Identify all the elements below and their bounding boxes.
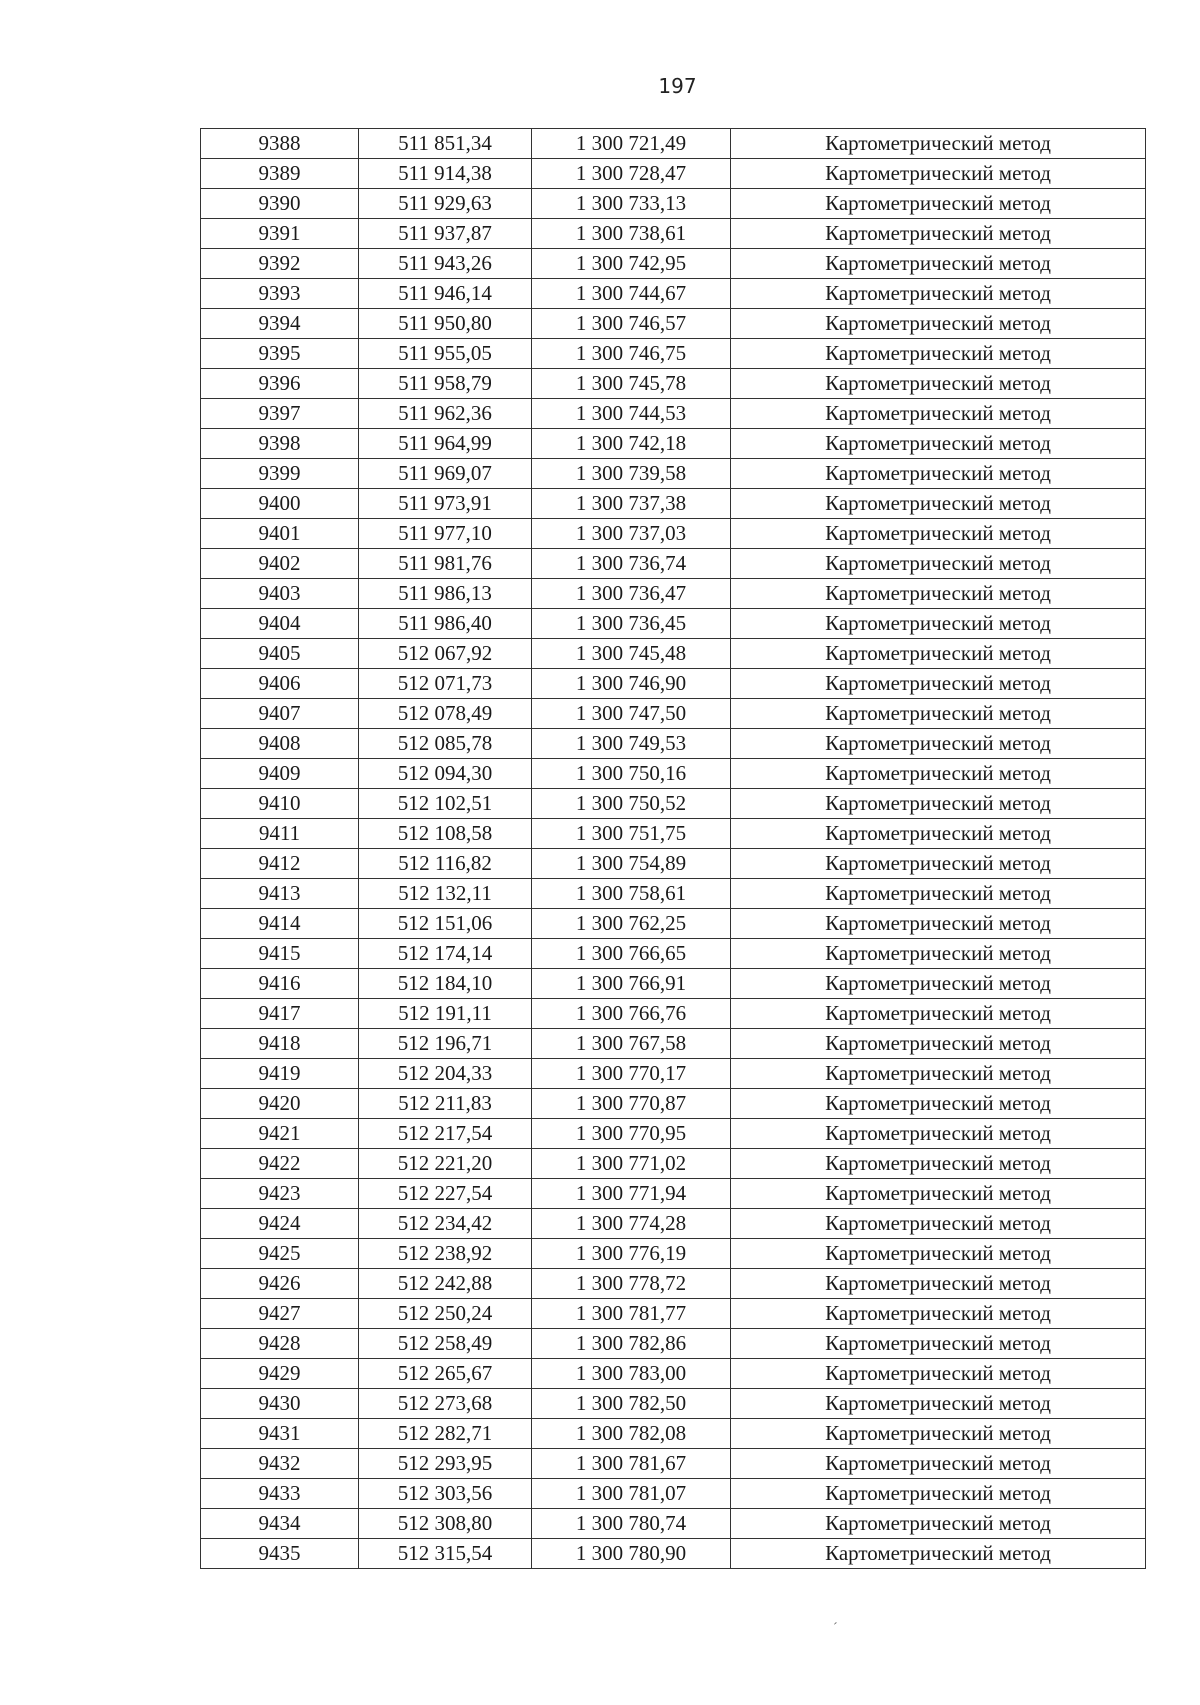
- point-number-cell: 9410: [201, 789, 359, 819]
- point-number-cell: 9404: [201, 609, 359, 639]
- method-cell: Картометрический метод: [731, 759, 1146, 789]
- x-coordinate-cell: 512 132,11: [359, 879, 532, 909]
- point-number-cell: 9392: [201, 249, 359, 279]
- method-cell: Картометрический метод: [731, 669, 1146, 699]
- table-row: [201, 129, 1146, 159]
- x-coordinate-cell: 512 273,68: [359, 1389, 532, 1419]
- point-number-cell: 9433: [201, 1479, 359, 1509]
- method-cell: Картометрический метод: [731, 579, 1146, 609]
- page-number: 197: [658, 74, 697, 98]
- point-number-cell: 9390: [201, 189, 359, 219]
- table-row: [201, 849, 1146, 879]
- y-coordinate-cell: 1 300 783,00: [532, 1359, 731, 1389]
- method-cell: Картометрический метод: [731, 939, 1146, 969]
- point-number-cell: 9416: [201, 969, 359, 999]
- point-number-cell: 9420: [201, 1089, 359, 1119]
- table-row: [201, 549, 1146, 579]
- x-coordinate-cell: 512 191,11: [359, 999, 532, 1029]
- y-coordinate-cell: 1 300 770,17: [532, 1059, 731, 1089]
- x-coordinate-cell: 512 151,06: [359, 909, 532, 939]
- y-coordinate-cell: 1 300 746,75: [532, 339, 731, 369]
- y-coordinate-cell: 1 300 733,13: [532, 189, 731, 219]
- y-coordinate-cell: 1 300 742,95: [532, 249, 731, 279]
- table-row: [201, 1149, 1146, 1179]
- point-number-cell: 9396: [201, 369, 359, 399]
- point-number-cell: 9431: [201, 1419, 359, 1449]
- y-coordinate-cell: 1 300 758,61: [532, 879, 731, 909]
- point-number-cell: 9429: [201, 1359, 359, 1389]
- point-number-cell: 9418: [201, 1029, 359, 1059]
- y-coordinate-cell: 1 300 776,19: [532, 1239, 731, 1269]
- x-coordinate-cell: 511 929,63: [359, 189, 532, 219]
- table-row: [201, 339, 1146, 369]
- y-coordinate-cell: 1 300 737,38: [532, 489, 731, 519]
- method-cell: Картометрический метод: [731, 369, 1146, 399]
- x-coordinate-cell: 512 094,30: [359, 759, 532, 789]
- point-number-cell: 9430: [201, 1389, 359, 1419]
- point-number-cell: 9415: [201, 939, 359, 969]
- x-coordinate-cell: 511 943,26: [359, 249, 532, 279]
- x-coordinate-cell: 512 282,71: [359, 1419, 532, 1449]
- table-row: [201, 1359, 1146, 1389]
- y-coordinate-cell: 1 300 744,53: [532, 399, 731, 429]
- method-cell: Картометрический метод: [731, 1119, 1146, 1149]
- point-number-cell: 9428: [201, 1329, 359, 1359]
- method-cell: Картометрический метод: [731, 1299, 1146, 1329]
- table-row: [201, 1119, 1146, 1149]
- table-row: [201, 909, 1146, 939]
- table-row: [201, 1539, 1146, 1569]
- x-coordinate-cell: 511 981,76: [359, 549, 532, 579]
- y-coordinate-cell: 1 300 749,53: [532, 729, 731, 759]
- y-coordinate-cell: 1 300 736,47: [532, 579, 731, 609]
- y-coordinate-cell: 1 300 762,25: [532, 909, 731, 939]
- table-row: [201, 669, 1146, 699]
- point-number-cell: 9419: [201, 1059, 359, 1089]
- method-cell: Картометрический метод: [731, 609, 1146, 639]
- y-coordinate-cell: 1 300 770,95: [532, 1119, 731, 1149]
- method-cell: Картометрический метод: [731, 819, 1146, 849]
- table-row: [201, 159, 1146, 189]
- method-cell: Картометрический метод: [731, 1029, 1146, 1059]
- point-number-cell: 9411: [201, 819, 359, 849]
- method-cell: Картометрический метод: [731, 279, 1146, 309]
- x-coordinate-cell: 511 986,13: [359, 579, 532, 609]
- x-coordinate-cell: 512 184,10: [359, 969, 532, 999]
- method-cell: Картометрический метод: [731, 1179, 1146, 1209]
- method-cell: Картометрический метод: [731, 189, 1146, 219]
- x-coordinate-cell: 512 303,56: [359, 1479, 532, 1509]
- y-coordinate-cell: 1 300 774,28: [532, 1209, 731, 1239]
- table-row: [201, 429, 1146, 459]
- y-coordinate-cell: 1 300 766,76: [532, 999, 731, 1029]
- x-coordinate-cell: 512 258,49: [359, 1329, 532, 1359]
- method-cell: Картометрический метод: [731, 159, 1146, 189]
- method-cell: Картометрический метод: [731, 969, 1146, 999]
- point-number-cell: 9397: [201, 399, 359, 429]
- x-coordinate-cell: 512 227,54: [359, 1179, 532, 1209]
- method-cell: Картометрический метод: [731, 1329, 1146, 1359]
- table-row: [201, 489, 1146, 519]
- point-number-cell: 9435: [201, 1539, 359, 1569]
- table-row: [201, 369, 1146, 399]
- x-coordinate-cell: 511 986,40: [359, 609, 532, 639]
- method-cell: Картометрический метод: [731, 429, 1146, 459]
- table-row: [201, 1419, 1146, 1449]
- coordinates-table: [200, 128, 1146, 1569]
- point-number-cell: 9432: [201, 1449, 359, 1479]
- method-cell: Картометрический метод: [731, 1359, 1146, 1389]
- table-row: [201, 789, 1146, 819]
- method-cell: Картометрический метод: [731, 1539, 1146, 1569]
- y-coordinate-cell: 1 300 746,90: [532, 669, 731, 699]
- method-cell: Картометрический метод: [731, 1089, 1146, 1119]
- table-row: [201, 1239, 1146, 1269]
- y-coordinate-cell: 1 300 781,77: [532, 1299, 731, 1329]
- method-cell: Картометрический метод: [731, 789, 1146, 819]
- x-coordinate-cell: 512 221,20: [359, 1149, 532, 1179]
- x-coordinate-cell: 511 977,10: [359, 519, 532, 549]
- point-number-cell: 9401: [201, 519, 359, 549]
- point-number-cell: 9393: [201, 279, 359, 309]
- x-coordinate-cell: 511 962,36: [359, 399, 532, 429]
- point-number-cell: 9423: [201, 1179, 359, 1209]
- table-row: [201, 1449, 1146, 1479]
- table-row: [201, 639, 1146, 669]
- table-row: [201, 399, 1146, 429]
- y-coordinate-cell: 1 300 745,78: [532, 369, 731, 399]
- x-coordinate-cell: 511 914,38: [359, 159, 532, 189]
- method-cell: Картометрический метод: [731, 1239, 1146, 1269]
- table-row: [201, 939, 1146, 969]
- table-row: [201, 1179, 1146, 1209]
- method-cell: Картометрический метод: [731, 1509, 1146, 1539]
- table-row: [201, 1089, 1146, 1119]
- x-coordinate-cell: 511 964,99: [359, 429, 532, 459]
- point-number-cell: 9409: [201, 759, 359, 789]
- y-coordinate-cell: 1 300 750,52: [532, 789, 731, 819]
- table-row: [201, 1479, 1146, 1509]
- y-coordinate-cell: 1 300 736,45: [532, 609, 731, 639]
- table-row: [201, 459, 1146, 489]
- y-coordinate-cell: 1 300 780,90: [532, 1539, 731, 1569]
- point-number-cell: 9414: [201, 909, 359, 939]
- point-number-cell: 9398: [201, 429, 359, 459]
- x-coordinate-cell: 511 946,14: [359, 279, 532, 309]
- point-number-cell: 9407: [201, 699, 359, 729]
- x-coordinate-cell: 512 265,67: [359, 1359, 532, 1389]
- method-cell: Картометрический метод: [731, 699, 1146, 729]
- x-coordinate-cell: 511 958,79: [359, 369, 532, 399]
- method-cell: Картометрический метод: [731, 549, 1146, 579]
- method-cell: Картометрический метод: [731, 729, 1146, 759]
- point-number-cell: 9427: [201, 1299, 359, 1329]
- table-row: [201, 819, 1146, 849]
- x-coordinate-cell: 512 174,14: [359, 939, 532, 969]
- table-row: [201, 999, 1146, 1029]
- x-coordinate-cell: 512 211,83: [359, 1089, 532, 1119]
- x-coordinate-cell: 512 071,73: [359, 669, 532, 699]
- method-cell: Картометрический метод: [731, 1209, 1146, 1239]
- y-coordinate-cell: 1 300 782,08: [532, 1419, 731, 1449]
- table-row: [201, 969, 1146, 999]
- y-coordinate-cell: 1 300 728,47: [532, 159, 731, 189]
- y-coordinate-cell: 1 300 766,91: [532, 969, 731, 999]
- point-number-cell: 9417: [201, 999, 359, 1029]
- point-number-cell: 9400: [201, 489, 359, 519]
- table-row: [201, 189, 1146, 219]
- x-coordinate-cell: 512 116,82: [359, 849, 532, 879]
- table-row: [201, 759, 1146, 789]
- y-coordinate-cell: 1 300 745,48: [532, 639, 731, 669]
- x-coordinate-cell: 512 067,92: [359, 639, 532, 669]
- y-coordinate-cell: 1 300 751,75: [532, 819, 731, 849]
- point-number-cell: 9412: [201, 849, 359, 879]
- y-coordinate-cell: 1 300 754,89: [532, 849, 731, 879]
- point-number-cell: 9388: [201, 129, 359, 159]
- method-cell: Картометрический метод: [731, 249, 1146, 279]
- method-cell: Картометрический метод: [731, 339, 1146, 369]
- y-coordinate-cell: 1 300 738,61: [532, 219, 731, 249]
- point-number-cell: 9425: [201, 1239, 359, 1269]
- method-cell: Картометрический метод: [731, 1059, 1146, 1089]
- table-row: [201, 519, 1146, 549]
- table-row: [201, 1389, 1146, 1419]
- point-number-cell: 9389: [201, 159, 359, 189]
- scan-mark: ˊ: [833, 1621, 838, 1636]
- x-coordinate-cell: 512 293,95: [359, 1449, 532, 1479]
- x-coordinate-cell: 511 851,34: [359, 129, 532, 159]
- method-cell: Картометрический метод: [731, 849, 1146, 879]
- method-cell: Картометрический метод: [731, 1269, 1146, 1299]
- point-number-cell: 9405: [201, 639, 359, 669]
- x-coordinate-cell: 512 315,54: [359, 1539, 532, 1569]
- method-cell: Картометрический метод: [731, 1149, 1146, 1179]
- point-number-cell: 9395: [201, 339, 359, 369]
- table-row: [201, 249, 1146, 279]
- x-coordinate-cell: 512 234,42: [359, 1209, 532, 1239]
- table-row: [201, 1269, 1146, 1299]
- table-row: [201, 309, 1146, 339]
- point-number-cell: 9408: [201, 729, 359, 759]
- y-coordinate-cell: 1 300 742,18: [532, 429, 731, 459]
- point-number-cell: 9424: [201, 1209, 359, 1239]
- x-coordinate-cell: 512 250,24: [359, 1299, 532, 1329]
- table-row: [201, 879, 1146, 909]
- y-coordinate-cell: 1 300 739,58: [532, 459, 731, 489]
- x-coordinate-cell: 511 969,07: [359, 459, 532, 489]
- x-coordinate-cell: 511 937,87: [359, 219, 532, 249]
- method-cell: Картометрический метод: [731, 1419, 1146, 1449]
- point-number-cell: 9422: [201, 1149, 359, 1179]
- table-row: [201, 219, 1146, 249]
- y-coordinate-cell: 1 300 771,02: [532, 1149, 731, 1179]
- table-row: [201, 1029, 1146, 1059]
- table-row: [201, 729, 1146, 759]
- point-number-cell: 9394: [201, 309, 359, 339]
- y-coordinate-cell: 1 300 780,74: [532, 1509, 731, 1539]
- x-coordinate-cell: 512 078,49: [359, 699, 532, 729]
- method-cell: Картометрический метод: [731, 459, 1146, 489]
- y-coordinate-cell: 1 300 782,86: [532, 1329, 731, 1359]
- x-coordinate-cell: 512 238,92: [359, 1239, 532, 1269]
- y-coordinate-cell: 1 300 746,57: [532, 309, 731, 339]
- point-number-cell: 9403: [201, 579, 359, 609]
- table-row: [201, 609, 1146, 639]
- x-coordinate-cell: 512 217,54: [359, 1119, 532, 1149]
- method-cell: Картометрический метод: [731, 639, 1146, 669]
- y-coordinate-cell: 1 300 737,03: [532, 519, 731, 549]
- y-coordinate-cell: 1 300 770,87: [532, 1089, 731, 1119]
- point-number-cell: 9399: [201, 459, 359, 489]
- point-number-cell: 9434: [201, 1509, 359, 1539]
- point-number-cell: 9391: [201, 219, 359, 249]
- method-cell: Картометрический метод: [731, 399, 1146, 429]
- y-coordinate-cell: 1 300 771,94: [532, 1179, 731, 1209]
- point-number-cell: 9413: [201, 879, 359, 909]
- table-row: [201, 579, 1146, 609]
- x-coordinate-cell: 512 085,78: [359, 729, 532, 759]
- method-cell: Картометрический метод: [731, 309, 1146, 339]
- y-coordinate-cell: 1 300 781,07: [532, 1479, 731, 1509]
- method-cell: Картометрический метод: [731, 879, 1146, 909]
- method-cell: Картометрический метод: [731, 1449, 1146, 1479]
- table-row: [201, 1299, 1146, 1329]
- y-coordinate-cell: 1 300 778,72: [532, 1269, 731, 1299]
- table-row: [201, 279, 1146, 309]
- x-coordinate-cell: 512 308,80: [359, 1509, 532, 1539]
- table-row: [201, 699, 1146, 729]
- y-coordinate-cell: 1 300 767,58: [532, 1029, 731, 1059]
- point-number-cell: 9421: [201, 1119, 359, 1149]
- x-coordinate-cell: 512 108,58: [359, 819, 532, 849]
- method-cell: Картометрический метод: [731, 1479, 1146, 1509]
- table-row: [201, 1059, 1146, 1089]
- x-coordinate-cell: 512 196,71: [359, 1029, 532, 1059]
- x-coordinate-cell: 511 950,80: [359, 309, 532, 339]
- method-cell: Картометрический метод: [731, 909, 1146, 939]
- method-cell: Картометрический метод: [731, 489, 1146, 519]
- x-coordinate-cell: 511 973,91: [359, 489, 532, 519]
- coordinates-table-body: [201, 129, 1146, 1569]
- y-coordinate-cell: 1 300 747,50: [532, 699, 731, 729]
- method-cell: Картометрический метод: [731, 519, 1146, 549]
- y-coordinate-cell: 1 300 782,50: [532, 1389, 731, 1419]
- y-coordinate-cell: 1 300 766,65: [532, 939, 731, 969]
- method-cell: Картометрический метод: [731, 219, 1146, 249]
- y-coordinate-cell: 1 300 736,74: [532, 549, 731, 579]
- y-coordinate-cell: 1 300 721,49: [532, 129, 731, 159]
- x-coordinate-cell: 512 102,51: [359, 789, 532, 819]
- y-coordinate-cell: 1 300 750,16: [532, 759, 731, 789]
- table-row: [201, 1329, 1146, 1359]
- method-cell: Картометрический метод: [731, 999, 1146, 1029]
- method-cell: Картометрический метод: [731, 1389, 1146, 1419]
- point-number-cell: 9406: [201, 669, 359, 699]
- table-row: [201, 1209, 1146, 1239]
- y-coordinate-cell: 1 300 781,67: [532, 1449, 731, 1479]
- x-coordinate-cell: 512 204,33: [359, 1059, 532, 1089]
- y-coordinate-cell: 1 300 744,67: [532, 279, 731, 309]
- point-number-cell: 9426: [201, 1269, 359, 1299]
- x-coordinate-cell: 512 242,88: [359, 1269, 532, 1299]
- method-cell: Картометрический метод: [731, 129, 1146, 159]
- table-row: [201, 1509, 1146, 1539]
- point-number-cell: 9402: [201, 549, 359, 579]
- x-coordinate-cell: 511 955,05: [359, 339, 532, 369]
